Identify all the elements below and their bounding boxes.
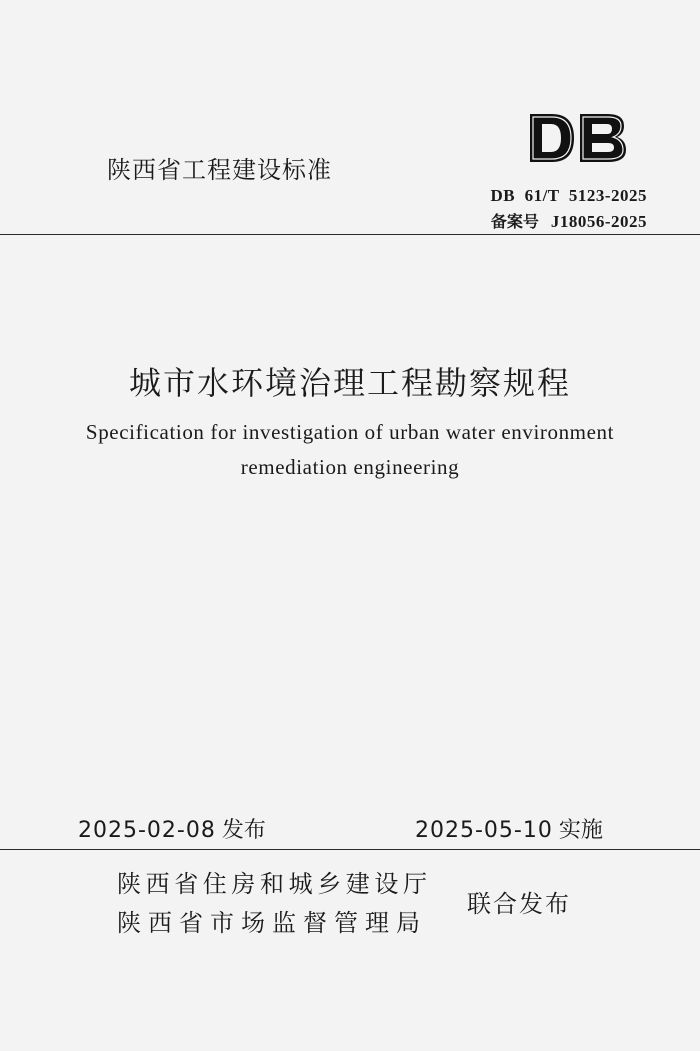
implementation-date-label: 实施 [558,818,603,843]
db-logo [528,110,628,166]
issuer-line-1: 陕西省住房和城乡建设厅 [117,870,432,898]
issue-date-value: 2025-02-08 [78,818,216,843]
standard-category: 陕西省工程建设标准 [107,156,332,184]
document-title-zh: 城市水环境治理工程勘察规程 [128,364,571,402]
record-number: J18056-2025 [550,212,647,231]
top-divider [0,234,700,235]
issuer-line-2: 陕西省市场监督管理局 [117,909,427,937]
implementation-date [415,813,603,844]
db-logo-d [530,114,574,162]
implementation-date-value: 2025-05-10 [415,818,553,843]
standard-number: DB 61/T 5123-2025 [490,186,647,205]
document-title-en-line1: Specification for investigation of urban water environment [85,420,615,444]
issue-date [78,813,266,844]
record-label: 备案号 [490,212,539,231]
joint-issue-label: 联合发布 [467,890,571,918]
document-title-en-line2: remediation engineering [240,455,460,479]
bottom-divider [0,849,700,850]
record-number-row [491,209,647,232]
issue-date-label: 发布 [221,818,266,843]
